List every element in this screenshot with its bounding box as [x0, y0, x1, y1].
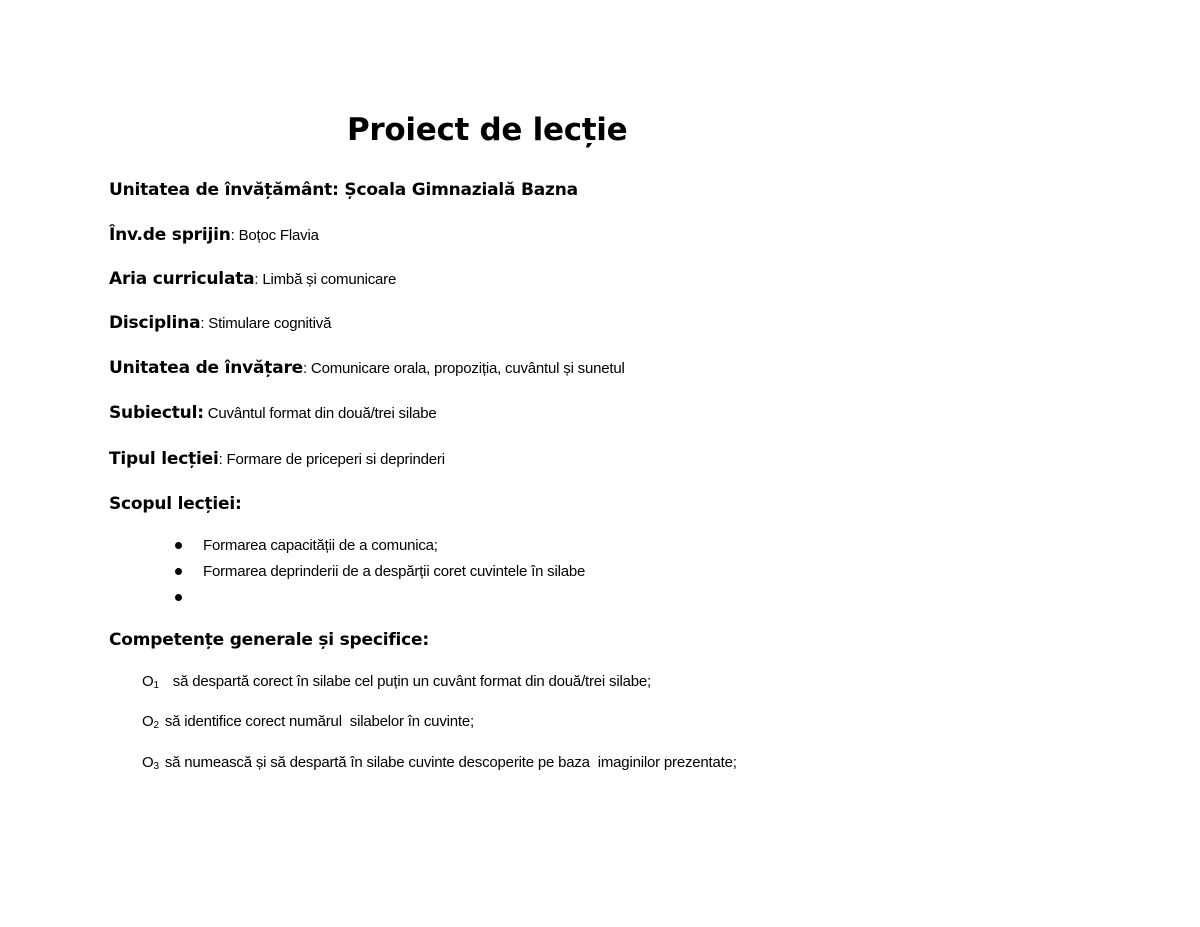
document-title: Proiect de lecție: [347, 112, 628, 148]
field-curricular-area-label: Aria curriculata: [109, 269, 255, 289]
scope-item-text: Formarea deprinderii de a despărții coret cuvintele în silabe: [203, 563, 586, 580]
bullet-icon: [175, 568, 182, 575]
field-learning-unit-label: Unitatea de învățare: [109, 358, 303, 378]
objective-code: [142, 673, 159, 690]
scope-list: [173, 535, 585, 613]
competences-heading: Competențe generale și specifice:: [109, 630, 429, 650]
list-item: [173, 561, 585, 587]
objective-letter: O: [142, 713, 154, 730]
field-discipline-value: : Stimulare cognitivă: [200, 315, 332, 332]
objective-letter: O: [142, 673, 154, 690]
scope-heading: Scopul lecției:: [109, 494, 242, 514]
field-school: [109, 180, 578, 200]
objective-2: [142, 713, 474, 731]
field-subject-value: Cuvântul format din două/trei silabe: [203, 405, 437, 422]
field-lesson-type-label: Tipul lecției: [109, 449, 219, 469]
field-teacher-value: : Boțoc Flavia: [230, 227, 319, 244]
objective-text: să identifice corect numărul silabelor în cuvinte;: [164, 713, 474, 730]
field-discipline: [109, 313, 331, 333]
objective-3: [142, 754, 737, 772]
objective-text: să numească și să despartă în silabe cuvinte descoperite pe baza imaginilor prezentate;: [164, 754, 737, 771]
objective-code: [142, 754, 159, 771]
list-item: [173, 535, 585, 561]
field-learning-unit: [109, 358, 625, 378]
field-subject-label: Subiectul:: [109, 403, 204, 423]
list-item: [173, 587, 585, 613]
scope-item-text: Formarea capacității de a comunica;: [203, 537, 438, 554]
objective-number: 2: [153, 720, 159, 731]
field-discipline-label: Disciplina: [109, 313, 201, 333]
field-curricular-area-value: : Limbă și comunicare: [254, 271, 397, 288]
objective-letter: O: [142, 754, 154, 771]
objective-1: [142, 673, 651, 691]
field-lesson-type: [109, 449, 445, 469]
field-teacher: [109, 225, 319, 245]
bullet-icon: [175, 594, 182, 601]
field-learning-unit-value: : Comunicare orala, propoziția, cuvântul și sunetul: [303, 360, 625, 377]
field-curricular-area: [109, 269, 396, 289]
field-lesson-type-value: : Formare de priceperi si deprinderi: [218, 451, 445, 468]
field-school-label: Unitatea de învățământ: Școala Gimnazială Bazna: [109, 180, 578, 200]
objective-number: 3: [153, 761, 159, 772]
field-subject: [109, 403, 437, 423]
field-teacher-label: Înv.de sprijin: [109, 225, 231, 245]
bullet-icon: [175, 542, 182, 549]
objective-code: [142, 713, 159, 730]
objective-text: să despartă corect în silabe cel puțin un cuvânt format din două/trei silabe;: [164, 673, 651, 690]
objective-number: 1: [153, 680, 159, 691]
